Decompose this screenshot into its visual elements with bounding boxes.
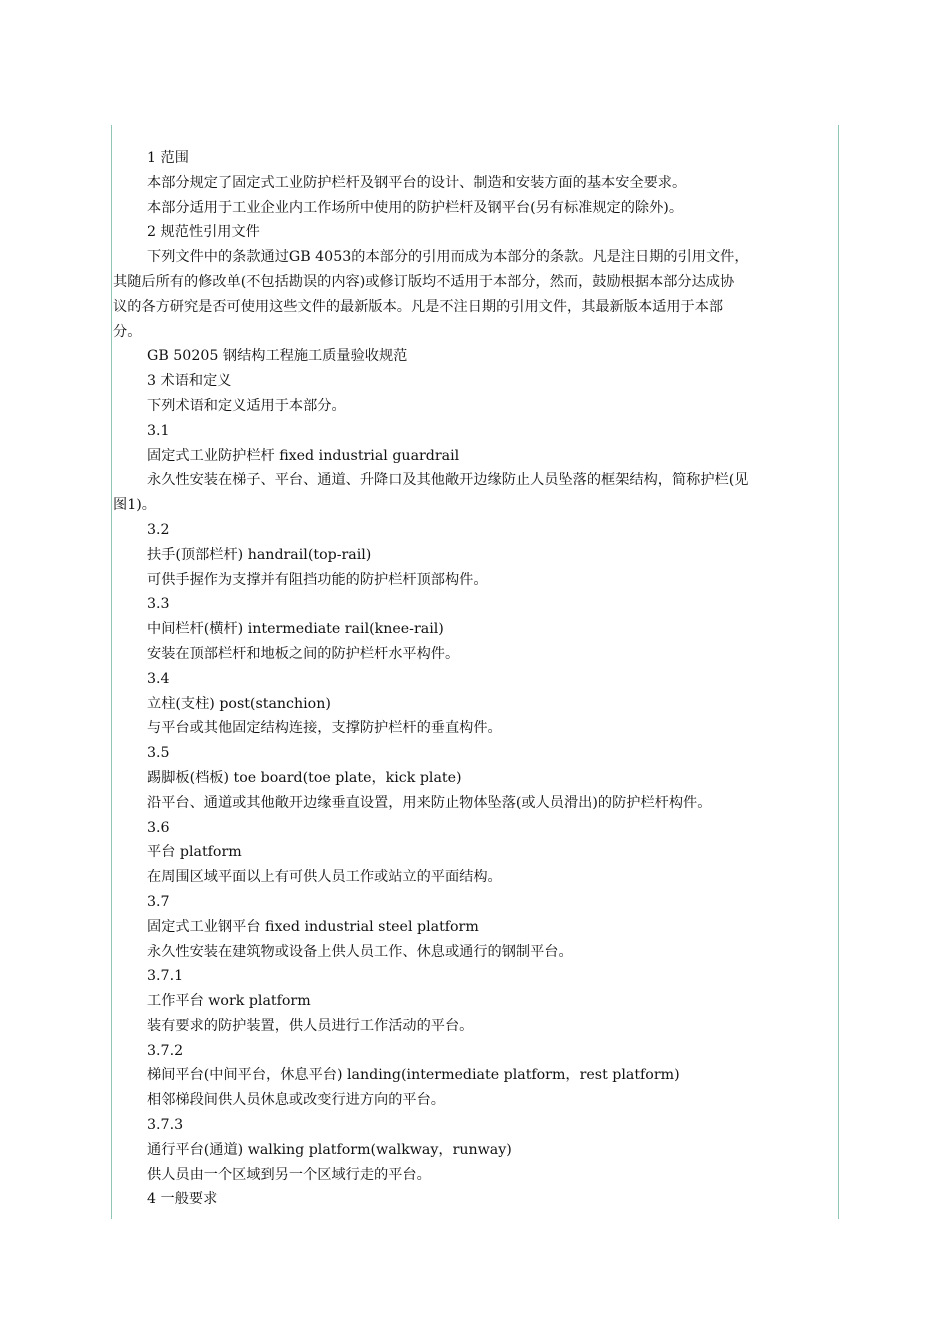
section-heading-general-requirements: 4 一般要求 bbox=[147, 1191, 218, 1208]
paragraph-text: 其随后所有的修改单(不包括勘误的内容)或修订版均不适用于本部分，然而，鼓励根据本部分达成协 bbox=[113, 273, 735, 290]
term-title: 立柱(支柱) post(stanchion) bbox=[147, 695, 331, 712]
document-body bbox=[113, 146, 837, 1212]
term-number: 3.4 bbox=[147, 670, 170, 687]
term-definition: 永久性安装在建筑物或设备上供人员工作、休息或通行的钢制平台。 bbox=[147, 943, 573, 960]
term-title: 平台 platform bbox=[147, 844, 242, 861]
term-definition: 与平台或其他固定结构连接，支撑防护栏杆的垂直构件。 bbox=[147, 720, 502, 737]
term-definition: 可供手握作为支撑并有阻挡功能的防护栏杆顶部构件。 bbox=[147, 571, 488, 588]
term-title: 固定式工业钢平台 fixed industrial steel platform bbox=[147, 918, 479, 935]
term-definition: 相邻梯段间供人员休息或改变行进方向的平台。 bbox=[147, 1092, 445, 1109]
term-title: 中间栏杆(横杆) intermediate rail(knee-rail) bbox=[147, 621, 444, 638]
term-number: 3.6 bbox=[147, 819, 170, 836]
term-definition: 供人员由一个区域到另一个区域行走的平台。 bbox=[147, 1166, 431, 1183]
paragraph-text: 本部分规定了固定式工业防护栏杆及钢平台的设计、制造和安装方面的基本安全要求。 bbox=[147, 174, 687, 191]
term-title: 固定式工业防护栏杆 fixed industrial guardrail bbox=[147, 447, 460, 464]
term-number: 3.7.3 bbox=[147, 1117, 184, 1134]
term-number: 3.2 bbox=[147, 521, 170, 538]
paragraph-text: 议的各方研究是否可使用这些文件的最新版本。凡是不注日期的引用文件，其最新版本适用于本部 bbox=[113, 298, 724, 315]
term-number: 3.5 bbox=[147, 745, 170, 762]
paragraph-text: 下列文件中的条款通过GB 4053的本部分的引用而成为本部分的条款。凡是注日期的引用文件， bbox=[147, 249, 749, 266]
term-title: 工作平台 work platform bbox=[147, 993, 311, 1010]
term-definition: 装有要求的防护装置，供人员进行工作活动的平台。 bbox=[147, 1017, 474, 1034]
section-heading-terms: 3 术语和定义 bbox=[147, 373, 232, 390]
term-number: 3.7 bbox=[147, 893, 170, 910]
term-number: 3.7.2 bbox=[147, 1042, 184, 1059]
section-heading-references: 2 规范性引用文件 bbox=[147, 224, 260, 241]
term-definition: 永久性安装在梯子、平台、通道、升降口及其他敞开边缘防止人员坠落的框架结构，简称护栏(见 bbox=[147, 472, 749, 489]
term-definition: 在周围区域平面以上有可供人员工作或站立的平面结构。 bbox=[147, 869, 502, 886]
term-number: 3.7.1 bbox=[147, 968, 184, 985]
term-number: 3.3 bbox=[147, 596, 170, 613]
term-definition: 安装在顶部栏杆和地板之间的防护栏杆水平构件。 bbox=[147, 645, 460, 662]
term-title: 扶手(顶部栏杆) handrail(top-rail) bbox=[147, 546, 372, 563]
term-title: 通行平台(通道) walking platform(walkway，runway) bbox=[147, 1141, 512, 1158]
term-number: 3.1 bbox=[147, 422, 170, 439]
paragraph-text: 本部分适用于工业企业内工作场所中使用的防护栏杆及钢平台(另有标准规定的除外)。 bbox=[147, 199, 684, 216]
term-title: 踢脚板(档板) toe board(toe plate，kick plate) bbox=[147, 769, 462, 786]
term-title: 梯间平台(中间平台，休息平台) landing(intermediate platform，rest platform) bbox=[147, 1067, 680, 1084]
section-heading-scope: 1 范围 bbox=[147, 150, 189, 166]
term-definition: 沿平台、通道或其他敞开边缘垂直设置，用来防止物体坠落(或人员滑出)的防护栏杆构件。 bbox=[147, 794, 712, 811]
paragraph-text: 下列术语和定义适用于本部分。 bbox=[147, 397, 346, 414]
term-definition: 图1)。 bbox=[113, 497, 156, 514]
reference-item: GB 50205 钢结构工程施工质量验收规范 bbox=[147, 348, 408, 365]
paragraph-text: 分。 bbox=[113, 323, 142, 340]
